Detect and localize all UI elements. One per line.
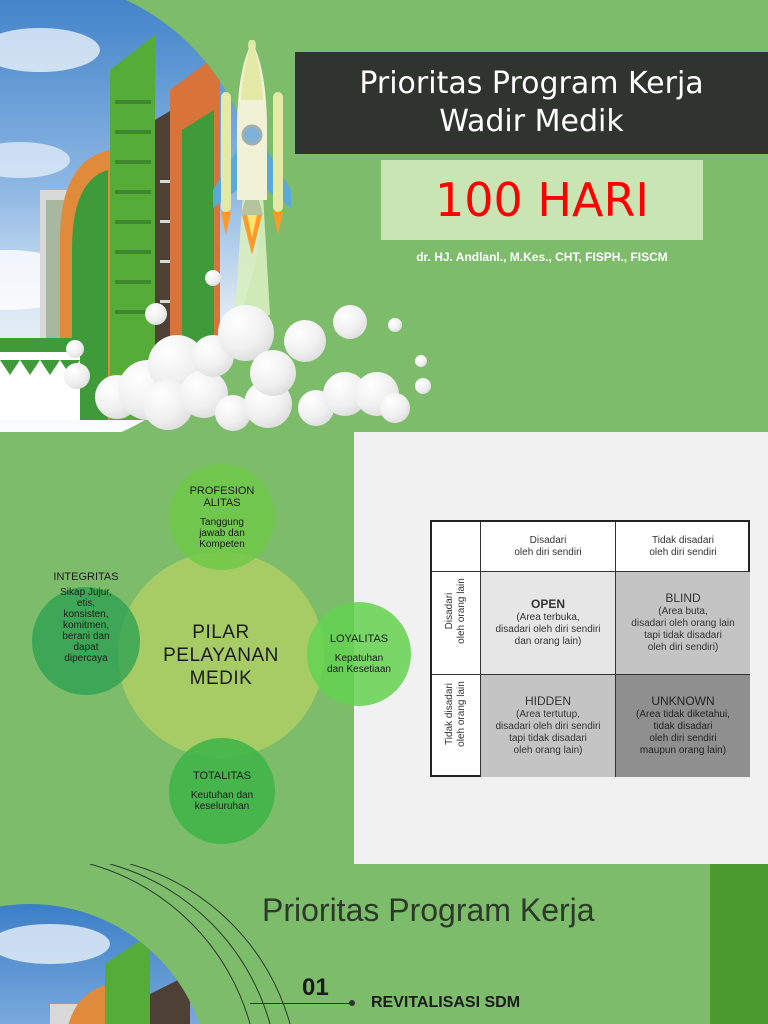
cover-title-line2: Wadir Medik [439, 104, 624, 139]
quadrant-line: tapi tidak disadari [644, 630, 722, 641]
quadrant-line: disadari oleh orang lain [631, 618, 735, 629]
pillar-totalitas [169, 738, 275, 844]
pillar-profesionalitas [169, 464, 275, 570]
quadrant-title: OPEN [530, 597, 565, 611]
pillar-loyalitas [307, 602, 411, 706]
johari-col-header [481, 522, 615, 571]
priority-number: 01 [302, 974, 329, 1001]
pillar-desc: Kepatuhan [334, 653, 384, 664]
pillar-desc: Kompeten [199, 538, 245, 550]
quadrant-line: maupun orang lain) [639, 745, 727, 756]
slide-priorities [0, 864, 768, 1024]
johari-window [430, 520, 750, 777]
highlight-100-hari: 100 HARI [381, 160, 703, 240]
pillar-desc: dan Kesetiaan [327, 664, 391, 675]
johari-hidden [481, 675, 615, 777]
quadrant-title: BLIND [665, 591, 701, 605]
quadrant-line: disadari oleh diri sendiri [495, 721, 601, 732]
pillar-title: PROFESION [189, 484, 255, 497]
pillar-desc: dapat [73, 642, 99, 653]
cover-title-line1: Prioritas Program Kerja [359, 66, 704, 101]
header-line: oleh diri sendiri [649, 546, 717, 558]
priority-item-label: REVITALISASI SDM [371, 994, 521, 1011]
header-line: Disadari [444, 592, 455, 630]
pillar-center-circle [118, 552, 324, 758]
quadrant-line: oleh orang lain) [513, 745, 583, 756]
pillar-title: LOYALITAS [329, 633, 389, 645]
quadrant-line: oleh diri sendiri [649, 733, 717, 744]
smoke-cloud [250, 350, 296, 396]
johari-col-header [616, 522, 750, 571]
pillar-title: TOTALITAS [192, 770, 252, 782]
quadrant-line: oleh diri sendiri) [647, 642, 719, 653]
quadrant-line: tapi tidak disadari [509, 733, 587, 744]
smoke-cloud [415, 355, 427, 367]
priority-connector-line [250, 1003, 350, 1004]
smoke-cloud [205, 270, 221, 286]
quadrant-line: (Area tertutup, [516, 709, 580, 720]
smoke-cloud [333, 305, 367, 339]
slide-cover [0, 0, 768, 432]
johari-row-header [444, 561, 468, 661]
johari-blind [616, 572, 750, 674]
header-line: Tidak disadari [652, 534, 714, 546]
johari-unknown [616, 675, 750, 777]
quadrant-line: (Area terbuka, [516, 612, 580, 623]
pillar-desc: etis, [76, 598, 96, 609]
quadrant-line: disadari oleh diri sendiri [495, 624, 601, 635]
pillar-center-line: PILAR [192, 621, 250, 643]
header-line: Disadari [529, 534, 567, 546]
smoke-cloud [415, 378, 431, 394]
pillar-center-line: PELAYANAN [163, 644, 279, 666]
pillar-title: ALITAS [203, 496, 241, 509]
quadrant-title: HIDDEN [524, 694, 571, 708]
pillar-integritas [32, 571, 140, 695]
decorative-arcs [0, 864, 320, 1024]
header-line: Tidak disadari [444, 683, 455, 745]
quadrant-line: (Area tidak diketahui, [636, 709, 730, 720]
johari-row-header [444, 664, 468, 764]
pillar-desc: dipercaya [64, 653, 108, 664]
accent-bar [710, 864, 768, 1024]
smoke-cloud [66, 340, 84, 358]
smoke-cloud [380, 393, 410, 423]
priority-connector-dot [349, 1000, 355, 1006]
smoke-cloud [64, 363, 90, 389]
quadrant-line: (Area buta, [658, 606, 708, 617]
priorities-title: Prioritas Program Kerja [262, 892, 595, 928]
pillar-desc: komitmen, [62, 620, 110, 631]
pillar-center-line: MEDIK [189, 667, 253, 689]
pillar-desc: konsisten, [63, 609, 109, 620]
smoke-cloud [284, 320, 326, 362]
pillar-desc: Sikap Jujur, [60, 587, 112, 598]
quadrant-title: UNKNOWN [651, 694, 715, 708]
quadrant-line: tidak disadari [653, 721, 713, 732]
pillar-desc: Keutuhan dan [190, 790, 254, 801]
header-line: oleh orang lain [456, 681, 467, 747]
pillar-desc: jawab dan [199, 527, 245, 539]
header-line: oleh diri sendiri [514, 546, 582, 558]
smoke-cloud [145, 303, 167, 325]
header-line: oleh orang lain [456, 578, 467, 644]
pillar-desc: Tanggung [200, 516, 244, 528]
pillar-desc: berani dan [62, 631, 110, 642]
pillar-desc: keseluruhan [194, 801, 250, 812]
cover-title [295, 52, 768, 154]
quadrant-line: dan orang lain) [514, 636, 582, 647]
pillar-title: INTEGRITAS [53, 571, 119, 583]
author-name: dr. HJ. Andlanl., M.Kes., CHT, FISPH., FISCM [416, 250, 668, 264]
smoke-cloud [388, 318, 402, 332]
johari-open [481, 572, 615, 674]
pillar-panel [0, 432, 354, 864]
